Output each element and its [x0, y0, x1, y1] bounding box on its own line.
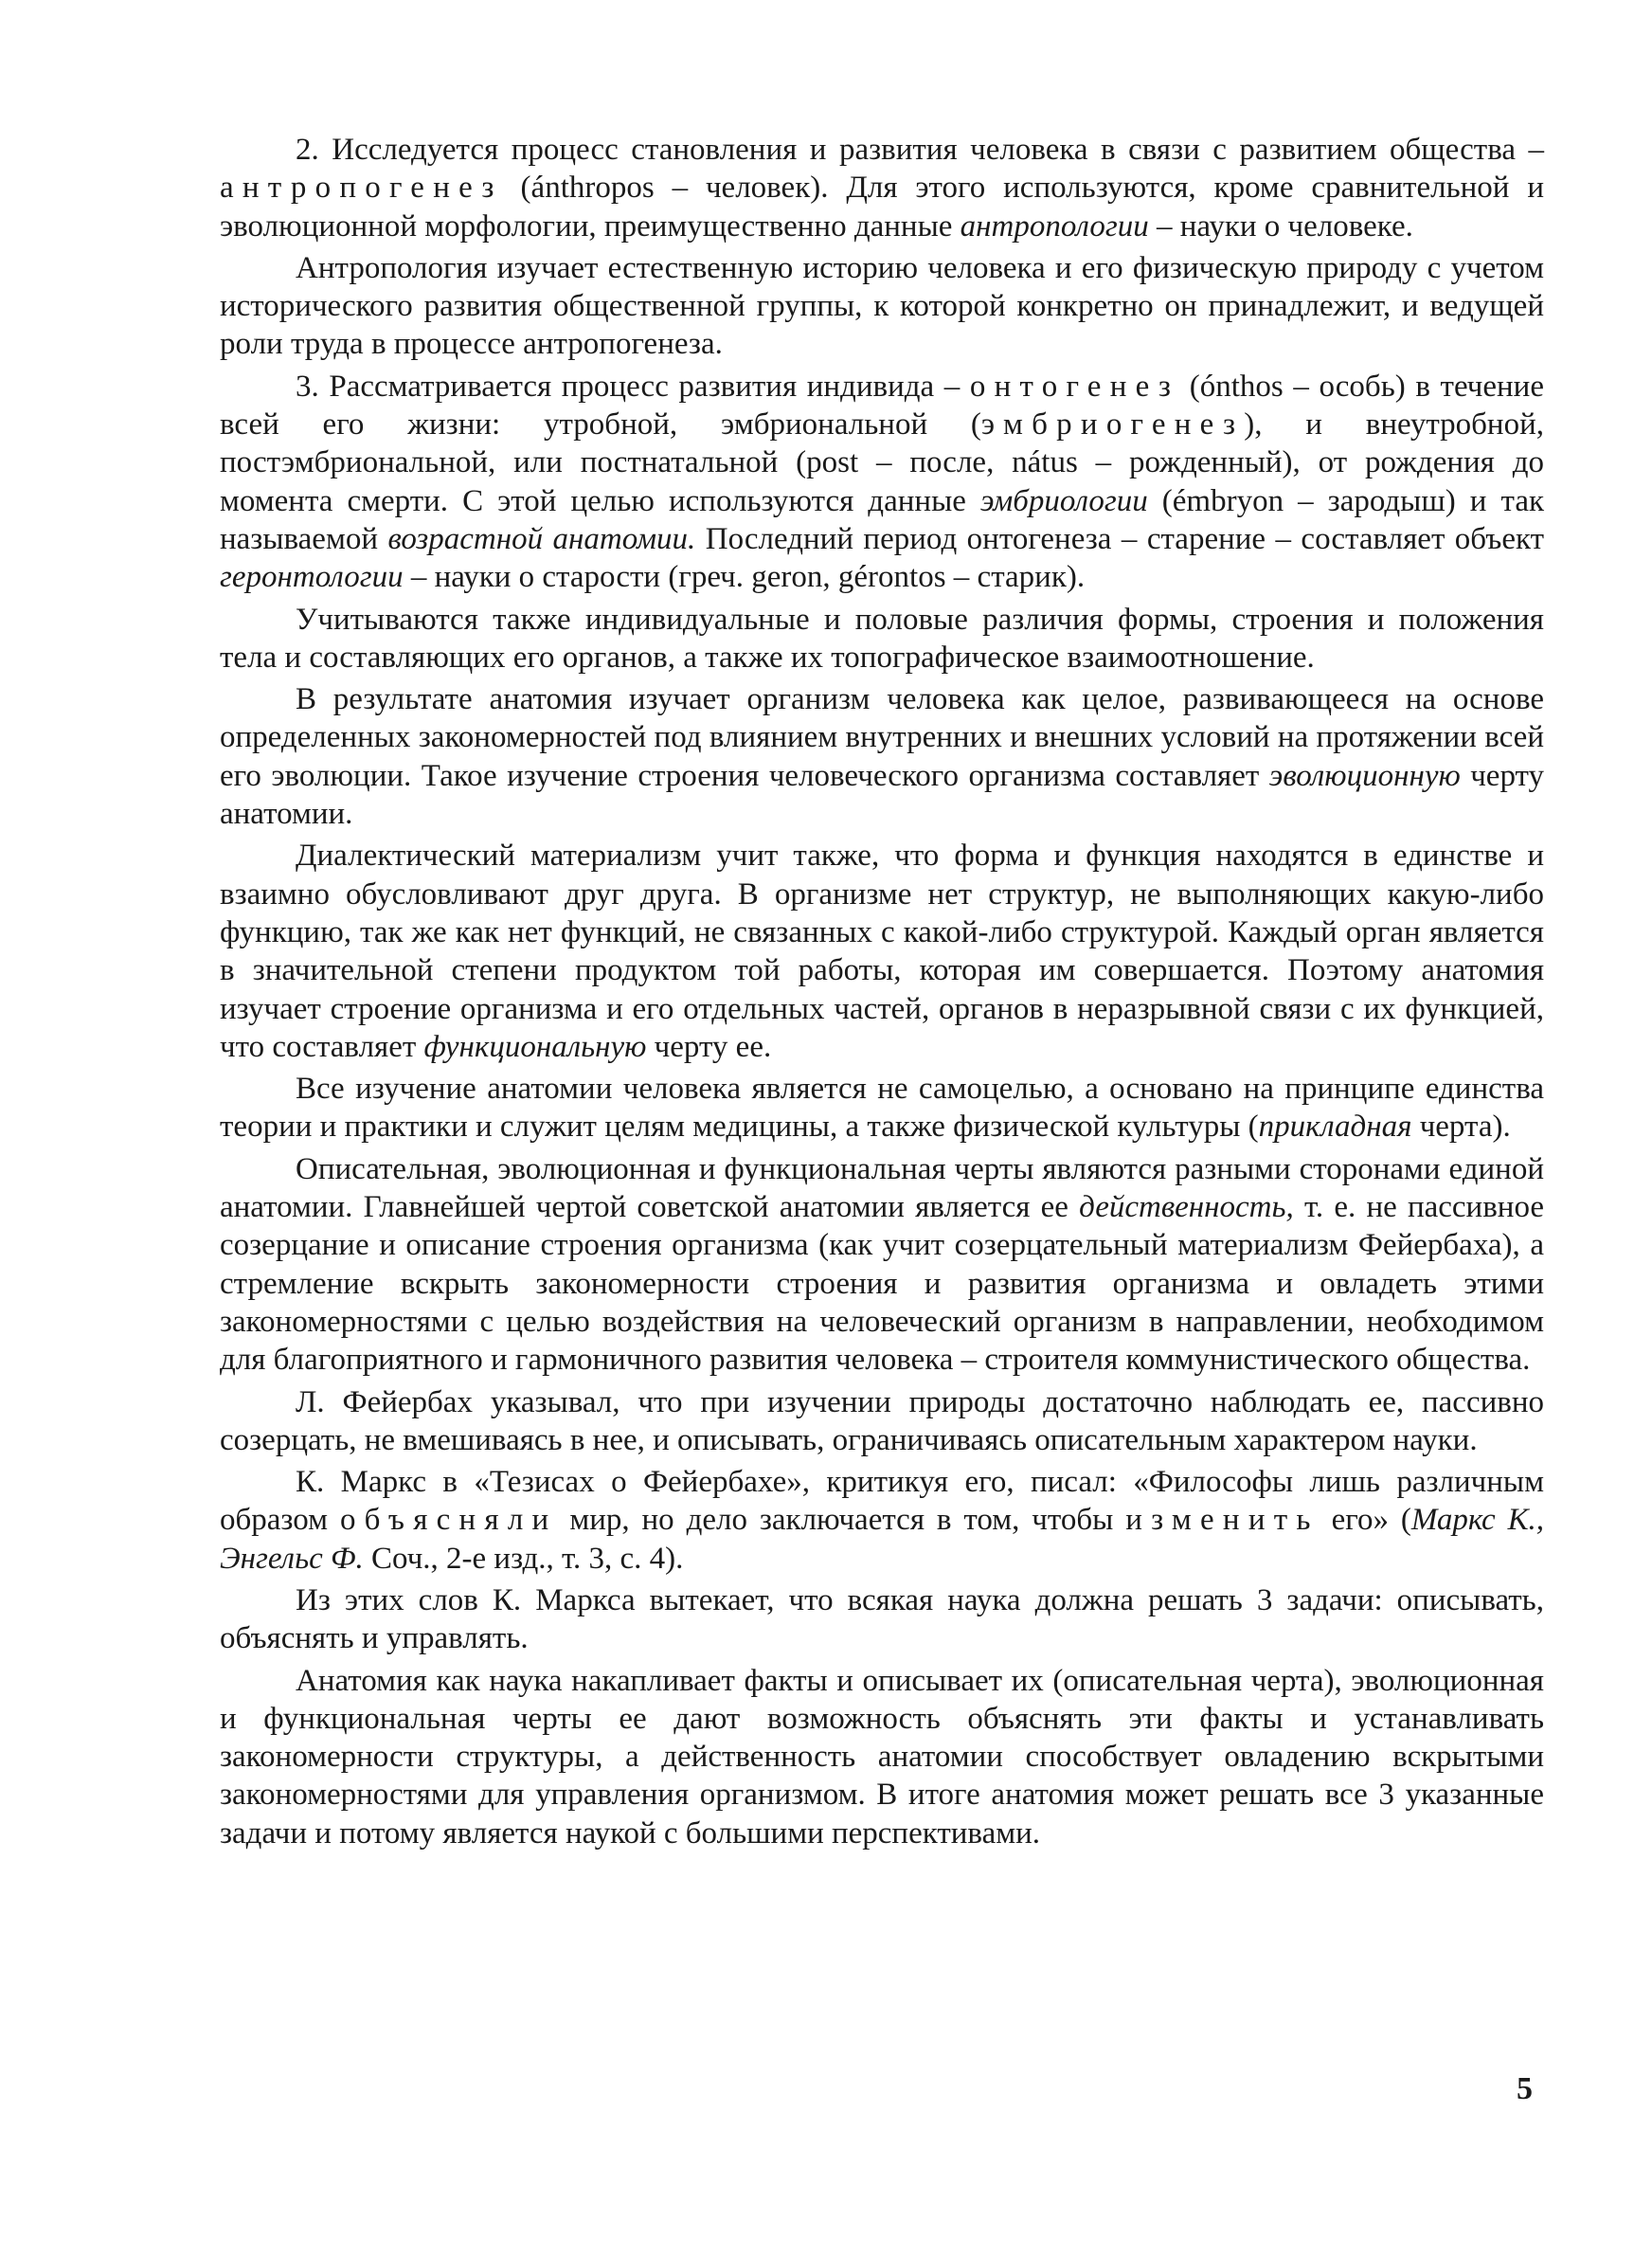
- page-number: 5: [1517, 2071, 1533, 2106]
- paragraph-feuerbach: [220, 1383, 1544, 1460]
- page-body: [220, 131, 1544, 1856]
- text-run: В результате анатомия изучает организм человека как целое, развивающееся на основе определенных закономерностей под влиянием внутренних и внешних условий на протяжении всей его эволюции. Такое изучение строения человеческого организма составляет: [220, 682, 1544, 793]
- text-run: (ónthos – особь) в течение всей его жизни: утробной, эмбриональной (: [220, 369, 1544, 442]
- italic-term: прикладная: [1258, 1110, 1412, 1145]
- paragraph-applied-feature: [220, 1070, 1544, 1147]
- spaced-term: объясняли: [339, 1503, 558, 1538]
- text-run: мир, но дело заключается в том, чтобы: [557, 1503, 1126, 1538]
- paragraph-evolutionary-feature: [220, 680, 1544, 833]
- italic-term: функциональную: [423, 1029, 647, 1064]
- paragraph-functional-feature: [220, 837, 1544, 1066]
- text-run: К. Маркс в «Тезисах о Фейербахе», критикуя его, писал: «Философы лишь различным образом: [220, 1465, 1544, 1538]
- spaced-term: изменить: [1125, 1503, 1320, 1538]
- text-run: ), и внеутробной, постэмбриональной, или постнатальной (post – после, nátus – рожденный), от рождения до момента смерти. С этой целью используются данные: [220, 407, 1544, 518]
- italic-term: возрастной анатомии.: [387, 521, 696, 556]
- text-run: Последний период онтогенеза – старение – составляет объект: [695, 521, 1544, 556]
- spaced-term: онтогенез: [969, 369, 1180, 404]
- text-run: т. е. не пассивное созерцание и описание строения организма (как учит созерцательный материализм Фейербаха), а стремление вскрыть закономерности строения и развития организма и овладеть этими закономерностями с целью воздействия на человеческий организм в направлении, необходимом для благоприятного и гармоничного развития человека – строителя коммунистического общества.: [220, 1190, 1544, 1378]
- text-run: – науки о человеке.: [1148, 208, 1413, 244]
- text-run: Антропология изучает естественную историю человека и его физическую природу с учетом исторического развития общественной группы, к которой конкретно он принадлежит, и ведущей роли труда в процессе антропогенеза.: [220, 250, 1544, 362]
- italic-term: антропологии: [960, 208, 1149, 244]
- text-run: Все изучение анатомии человека является не самоцелью, а основано на принципе единства теории и практики и служит целям медицины, а также физической культуры (: [220, 1072, 1544, 1145]
- paragraph-effectiveness: [220, 1150, 1544, 1380]
- text-run: – науки о старости (греч. geron, gérontos – старик).: [403, 560, 1086, 595]
- paragraph-conclusion: [220, 1662, 1544, 1852]
- text-run: Из этих слов К. Маркса вытекает, что всякая наука должна решать 3 задачи: описывать, объяснять и управлять.: [220, 1582, 1544, 1656]
- text-run: Анатомия как наука накапливает факты и описывает их (описательная черта), эволюционная и функциональная черты ее дают возможность объяснять эти факты и устанавливать закономерности структуры, а действенность анатомии способствует овладению вскрытыми закономерностями для управления организмом. В итоге анатомия может решать все 3 указанные задачи и потому является наукой с большими перспективами.: [220, 1663, 1544, 1851]
- paragraph-anthropology: [220, 249, 1544, 364]
- italic-citation: Маркс К., Энгельс Ф.: [220, 1503, 1544, 1576]
- italic-term: эмбриологии: [979, 483, 1148, 518]
- paragraph-marx-theses: [220, 1463, 1544, 1578]
- paragraph-anthropogenesis: [220, 131, 1544, 245]
- text-run: 2. Исследуется процесс становления и развития человека в связи с развитием общества –: [296, 133, 1544, 167]
- text-run: Диалектический материализм учит также, что форма и функция находятся в единстве и взаимно обусловливают друг друга. В организме нет структур, не выполняющих какую-либо функцию, так же как нет функций, не связанных с какой-либо структурой. Каждый орган является в значительной степени продуктом той работы, которая им совершается. Поэтому анатомия изучает строение организма и его отдельных частей, органов в неразрывной связи с их функцией, что составляет: [220, 839, 1544, 1064]
- paragraph-individual-differences: [220, 601, 1544, 677]
- text-run: Описательная, эволюционная и функциональная черты являются разными сторонами единой анатомии. Главнейшей чертой советской анатомии является ее: [220, 1151, 1544, 1225]
- text-run: Л. Фейербах указывал, что при изучении природы достаточно наблюдать ее, пассивно созерцать, не вмешиваясь в нее, и описывать, ограничиваясь описательным характером науки.: [220, 1384, 1544, 1457]
- italic-term: геронтологии: [220, 560, 404, 595]
- text-run: (ánthropos – человек). Для этого используются, кроме сравнительной и эволюционной морфологии, преимущественно данные: [220, 171, 1544, 244]
- italic-term: эволюционную: [1268, 758, 1461, 793]
- text-run: его» (: [1319, 1503, 1411, 1538]
- text-run: черту ее.: [646, 1029, 772, 1064]
- text-run: Учитываются также индивидуальные и половые различия формы, строения и положения тела и составляющих его органов, а также их топографическое взаимоотношение.: [220, 602, 1544, 675]
- text-run: 3. Рассматривается процесс развития индивида –: [296, 369, 970, 404]
- text-run: Соч., 2-е изд., т. 3, с. 4).: [363, 1541, 684, 1576]
- italic-term: действенность,: [1079, 1190, 1294, 1225]
- spaced-term: антропогенез: [220, 171, 503, 206]
- paragraph-ontogenesis: [220, 368, 1544, 597]
- spaced-term: эмбриогенез: [980, 407, 1245, 442]
- text-run: черту анатомии.: [220, 758, 1545, 832]
- text-run: черта).: [1411, 1110, 1511, 1145]
- text-run: (émbryon – зародыш) и так называемой: [220, 483, 1545, 556]
- paragraph-three-tasks: [220, 1581, 1544, 1658]
